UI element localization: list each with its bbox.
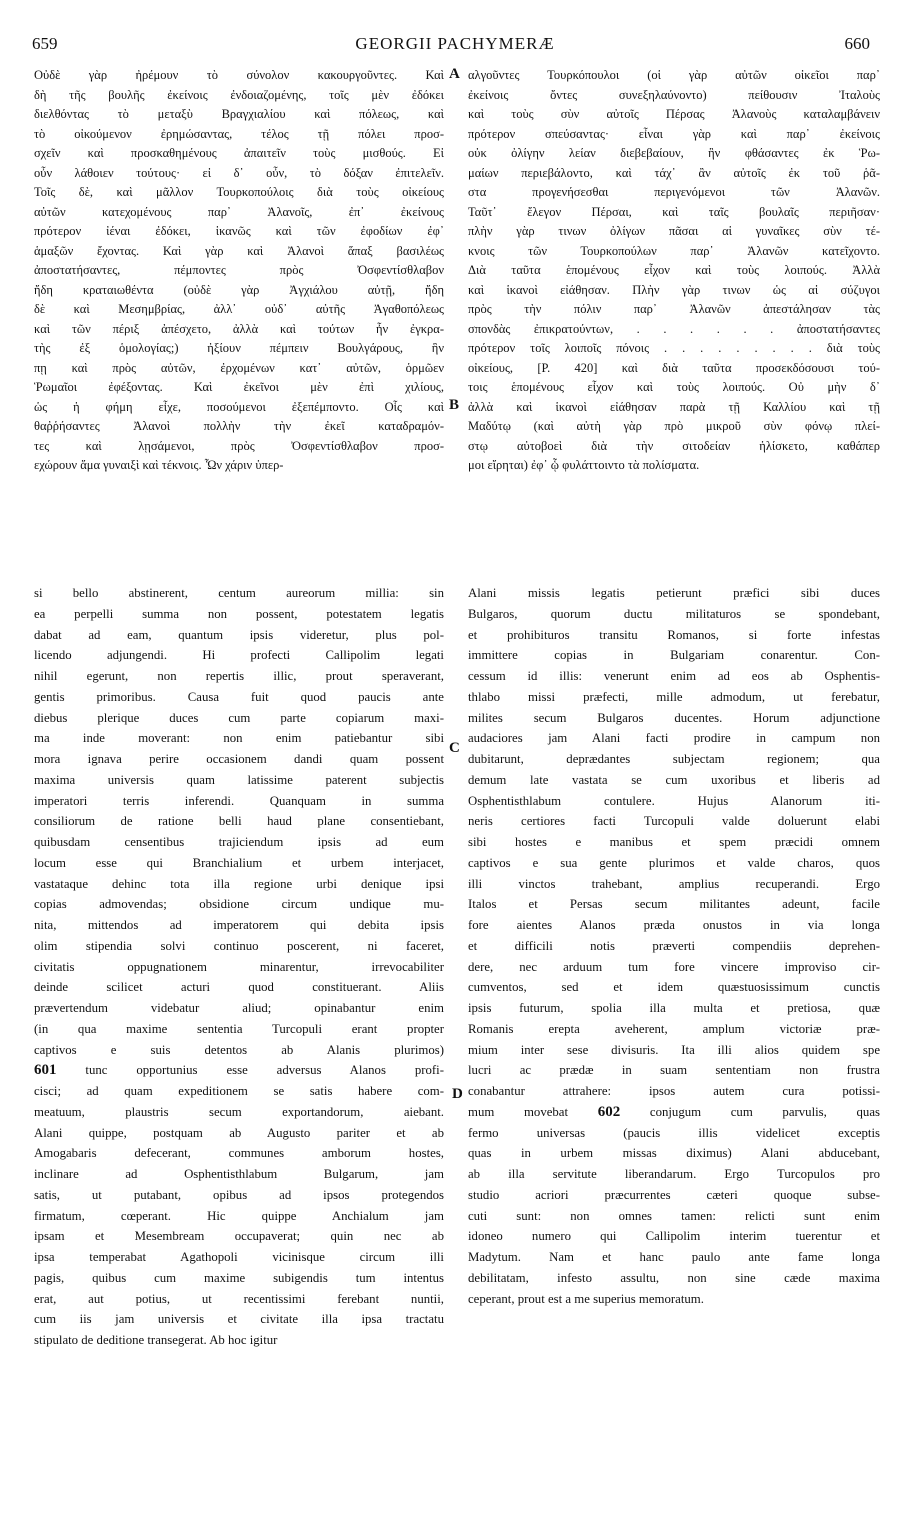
text-line: stipulato de deditione transegerat. Ab hoc igitur (34, 1333, 278, 1347)
text-line: locum esse qui Branchialium et urbem interjacet, (34, 855, 444, 870)
text-line: diebus plerique duces cum parte copiarum maxi- (34, 710, 444, 725)
text-line: Ῥωμαῖοι ἐφέξοντας. Καὶ ἐκεῖνοι μὲν ἐπὶ χιλίους, (34, 380, 444, 394)
text-line: mum movebat 602 conjugum cum parvulis, quas (468, 1103, 880, 1120)
text-line: Osphentisthlabum contulere. Hujus Alanorum iti- (468, 793, 880, 808)
text-line: τες καὶ λῃσάμενοι, πρὸς Ὀσφεντίσθλαβον προσ- (34, 438, 444, 453)
text-line: deinde scilicet acturi quod constituerant. Aliis (34, 980, 444, 995)
text-line: τὸ οἰκούμενον ἐρημώσαντας, τέλος τῇ πόλει προσ- (34, 126, 444, 141)
text-line: ἀποστατήσαντες, πέμποντες πρὸς Ὀσφεντίσθλαβον (34, 263, 444, 277)
text-line: καὶ τῶν πέριξ ἀπέσχετο, ἀλλὰ καὶ τούτων ἦν ἐγκρα- (34, 321, 444, 336)
text-line: conabantur attrahere: ipsos autem cura potissi- (468, 1084, 880, 1098)
text-line: Romanis erepta aveherent, amplum victoriæ præ- (468, 1021, 880, 1036)
text-line: ea perpelli summa non possent, potestatem legatis (34, 606, 444, 621)
text-line: ἀλλὰ καὶ ἱκανοὶ εἰάθησαν παρὰ τῇ Καλλίου καὶ τῇ (468, 399, 880, 414)
text-line: δὴ τῆς βουλῆς ἐκείνοις ἐνδοιαζομένης, τοῖς μὲν ἐδόκει (34, 87, 444, 102)
text-line: licendo adjungendi. Hi profecti Callipolim legati (34, 648, 444, 663)
greek-text-right-column (468, 66, 880, 476)
text-line: δὲ καὶ Μεσημβρίας, ἀλλ᾽ οὐδ᾽ αὐτῆς Ἀγαθοπόλεως (34, 302, 444, 316)
text-line: gentis primoribus. Causa fuit quod paucis ante (34, 689, 444, 704)
text-line: cum iis jam universis et civitate illa ipsa tractatu (34, 1312, 444, 1327)
text-line: Τοῖς δὲ, καὶ μᾶλλον Τουρκοπούλοις διὰ τοὺς οἰκείους (34, 185, 444, 199)
text-line: μαίων περιεβάλοντο, καὶ τάχ᾽ ἂν αὐτοῖς ἐκ τοῦ ῥᾶ- (468, 165, 880, 180)
text-line: πρότερον τοῖς λοιποῖς πόνοις . . . . . . . . . διὰ τοὺς (468, 341, 880, 355)
page-number-right: 660 (844, 34, 870, 53)
text-line: studio acriori præcurrentes cæteri quoque subse- (468, 1187, 880, 1202)
text-line: captivos e suis detentos ab Alanis plurimos) (34, 1042, 444, 1057)
text-line: erat, aut potius, ut recentissimi ferebant nuntii, (34, 1291, 444, 1306)
text-line: cumventos, sed et idem quæstuosissimum cunctis (468, 980, 880, 995)
latin-text-left-column (34, 583, 444, 1351)
running-header (0, 34, 910, 60)
text-line: (in qua maxime sententia Turcopuli erant propter (34, 1021, 444, 1036)
text-line: nihil egerunt, non repertis illic, prout speraverant, (34, 669, 444, 683)
text-line: meatuum, plaustris secum exportandorum, aiebant. (34, 1104, 444, 1119)
text-line: πῃ καὶ πρὸς αὐτῶν, ἐρχομένων κατ᾽ αὐτῶν, ὁρμῶεν (34, 360, 444, 375)
margin-letter-c: C (449, 740, 460, 756)
text-line: neris certiores facti Turcopuli valde doluerunt elabi (468, 814, 880, 829)
text-line: πρὸς τὴν πόλιν παρ᾽ Ἀλανῶν ἀπεστάλησαν τὰς (468, 302, 880, 316)
text-line: inclinare ad Osphentisthlabum Bulgarum, jam (34, 1167, 444, 1181)
edition-page-number: 602 (597, 1103, 621, 1120)
text-line: et prohibituros transitu Romanos, si forte infestas (468, 627, 880, 642)
text-line: σπονδὰς ἐπικρατούντων, . . . . . . ἀποστατήσαντες (468, 321, 880, 336)
text-line: prævertendum videbatur aliud; opinabantur enim (34, 1001, 444, 1015)
text-line: firmatum, cœperant. Hic quippe Anchialum jam (34, 1208, 444, 1223)
text-line: σχεῖν καὶ προσκαθημένους ἀπαιτεῖν τοὺς μισθούς. Εἰ (34, 146, 444, 160)
text-line: mora ignava perire occasionem dandi quam possent (34, 752, 444, 766)
text-line: dubitarunt, deprædantes subjectam regionem; qua (468, 752, 880, 766)
text-line: debilitatam, infesto assultu, non sine cæde maxima (468, 1270, 880, 1285)
text-line: ipsa temperabat Agathopoli vicinisque circum illi (34, 1250, 444, 1264)
text-line: Διὰ ταῦτα ἑπομένους εἶχον καὶ τοὺς λοιπούς. Ἀλλὰ (468, 263, 880, 277)
text-line: vastataque dehinc tota illa regione urbi denique ipsi (34, 876, 444, 891)
text-line: πρότερον ἰέναι ἐδόκει, ἱκανῶς καὶ τῶν ἐφοδίων ἐφ᾽ (34, 224, 444, 238)
text-line: idoneo numero qui Callipolim interim tuerentur et (468, 1229, 880, 1244)
text-line: Μαδύτῳ (καὶ αὐτὴ γὰρ πρὸ μικροῦ σὺν φόνῳ πλεί- (468, 419, 880, 433)
text-line: αλγοῦντες Τουρκόπουλοι (οἱ γὰρ αὐτῶν οἰκεῖοι παρ᾽ (468, 68, 880, 82)
text-line: imperatori terris inferendi. Quanquam in summa (34, 793, 444, 808)
margin-letter-b: B (449, 397, 460, 413)
text-line: fermo universas (paucis illis videlicet exceptis (468, 1125, 880, 1140)
text-line: cessum id illis: venerunt enim ad eos ab Osphentis- (468, 669, 880, 683)
text-line: κνοις τῶν Τουρκοπούλων παρ᾽ Ἀλανῶν κατεῖχοντο. (468, 243, 880, 258)
text-line: nita, mittendos ad imperatorem qui debita ipsis (34, 918, 444, 932)
text-line: mium inter sese divisuris. Ita illi alios quidem spe (468, 1042, 880, 1057)
text-line: cuti sunt: non omnes tamen: relicti sunt enim (468, 1208, 880, 1223)
text-line: ma inde moverant: non enim patiebantur sibi (34, 731, 444, 746)
text-line: 601 tunc opportunius esse adversus Alanos profi- (34, 1062, 444, 1079)
text-line: καὶ ἱκανοὶ εἰάθησαν. Πλὴν γὰρ τινων ὡς αἱ σύζυγοι (468, 282, 880, 297)
latin-text-right-column (468, 583, 880, 1309)
text-line: ipsis futurum, spolia illa multa et pretiosa, quæ (468, 1001, 880, 1015)
text-line: civitatis oppugnationem minarentur, irrevocabiliter (34, 959, 444, 974)
text-line: dabat ad eam, quantum ipsis videretur, plus pol- (34, 627, 444, 642)
page-number-left: 659 (32, 34, 58, 53)
text-line: satis, ut putabant, opibus ad ipsos protegendos (34, 1187, 444, 1202)
text-line: οὐκ ὀλίγην λείαν διεβεβαίουν, ἣν φθάσαντες ἐκ Ῥω- (468, 146, 880, 160)
text-line: ceperant, prout est a me superius memoratum. (468, 1291, 704, 1306)
running-title: GEORGII PACHYMERÆ (355, 34, 555, 53)
text-line: Ταῦτ᾽ ἔλεγον Πέρσαι, καὶ ταῖς βουλαῖς περιῆσαν· (468, 204, 880, 219)
text-line: immittere copias in Bulgariam conarentur. Con- (468, 648, 880, 663)
text-line: si bello abstinerent, centum aureorum millia: sin (34, 586, 444, 600)
text-line: Alani quippe, postquam ab Augusto pariter et ab (34, 1125, 444, 1140)
text-line: sibi hostes e manibus et spem præcidi omnem (468, 835, 880, 849)
text-line: Alani missis legatis petierunt præfici sibi duces (468, 586, 880, 600)
text-line: στα προγενήσεσθαι περιγενόμενοι τῶν Ἀλανῶν. (468, 185, 880, 199)
text-line: Madytum. Nam et hanc paulo ante fame longa (468, 1250, 880, 1264)
text-line: ἁμαξῶν ἔχοντας. Καὶ γὰρ καὶ Ἀλανοὶ ἅπαξ βασιλέως (34, 243, 444, 258)
text-line: Italos et Persas secum militantes adeunt, facile (468, 897, 880, 912)
text-line: ὡς ἡ φήμη εἶχε, ποσούμενοι ἐξεπέμποντο. Οἷς καὶ (34, 399, 444, 414)
greek-text-left-column (34, 66, 444, 476)
text-line: Bulgaros, quorum ductu militaturos se spondebant, (468, 606, 880, 621)
text-line: οἰκείους, [P. 420] καὶ διὰ ταῦτα προσεκδόσουσι τού- (468, 360, 880, 375)
text-line: thlabo missi præfecti, mille admodum, ut ferebatur, (468, 689, 880, 704)
text-line: στῳ αὐτοβοεὶ διὰ τὴν σιτοδείαν ἡλίσκετο, καθάπερ (468, 438, 880, 453)
text-line: Amogabaris defecerant, communes amborum hostes, (34, 1146, 444, 1161)
text-line: fore aientes Alanos præda onustos in via longa (468, 918, 880, 932)
text-line: καὶ τοὺς σὺν αὐτοῖς Πέρσας Ἀλανοὺς καταλαμβάνειν (468, 107, 880, 121)
text-line: quas in urbem missas diximus) Alani abducebant, (468, 1146, 880, 1161)
text-line: audaciores jam Alani facti prodire in campum non (468, 731, 880, 746)
text-line: ipsam et Mesembream occupaverat; quin nec ab (34, 1229, 444, 1244)
text-line: pagis, quibus cum maxime subigendis tum intentus (34, 1270, 444, 1285)
text-line: copias admovendas; obsidione circum undique mu- (34, 897, 444, 912)
text-line: demum late vastata se cum uxoribus et liberis ad (468, 772, 880, 787)
text-line: captivos e sua gente plurimos et valde charos, quos (468, 855, 880, 870)
text-line: cisci; ad quam expeditionem se satis habere com- (34, 1084, 444, 1098)
text-line: olim stipendia solvi continuo poscerent, ni faceret, (34, 938, 444, 953)
text-line: ab illa servitute liberandarum. Ergo Turcopulos pro (468, 1167, 880, 1181)
text-line: maxima universis quam latissime paterent subjectis (34, 772, 444, 787)
text-line: consiliorum de ratione belli haud plane consentiebant, (34, 814, 444, 829)
text-line: αὐτῶν κατεχομένους παρ᾽ Ἀλανοῖς, ἐπ᾽ ἐκείνους (34, 204, 444, 219)
margin-letter-d: D (452, 1086, 463, 1102)
text-line: et difficili notis præverti compendiis deprehen- (468, 938, 880, 953)
text-line: διελθόντας τὸ μεταξὺ Βραγχιαλίου καὶ πόλεως, καὶ (34, 107, 444, 121)
margin-letter-a: A (449, 66, 460, 82)
text-line: τοις ἑπομένους εἶχον καὶ τοὺς λοιπούς. Οὐ μὴν δ᾽ (468, 380, 880, 394)
text-line: milites secum Bulgaros ducentes. Horum adjunctione (468, 710, 880, 725)
text-line: τὴς ἐξ ὁμολογίας;) ἠξίουν πέμπειν Βουλγάρους, ἣν (34, 341, 444, 355)
text-line: ἤδη κραταιωθέντα (οὐδὲ γὰρ Ἀγχιάλου αὐτῇ, ἤδη (34, 282, 444, 297)
text-line: πλὴν γὰρ τινων ὀλίγων πᾶσαι αἱ γυναῖκες σὺν τέ- (468, 224, 880, 238)
text-line: πρότερον σπεύσαντας· εἶναι γὰρ καὶ παρ᾽ ἐκείνοις (468, 126, 880, 141)
text-line: οὖν λάθοιεν τούτους· εἰ δ᾽ οὖν, τὸ δόξαν ἐπιτελεῖν. (34, 165, 444, 180)
text-line: dere, nec arduum tum fore vincere improviso cir- (468, 959, 880, 974)
text-line: θαῤῥήσαντες Ἀλανοὶ πολλὴν τὴν ἐκεῖ καταδραμόν- (34, 419, 444, 433)
text-line: lucri ac prædæ in suam sententiam non frustra (468, 1063, 880, 1078)
text-line: μοι εἴρηται) ἐφ᾽ ᾧ φυλάττοιντο τὰ πολίσματα. (468, 458, 700, 472)
text-line: ἐκείνοις ὄντες συνεξηλαύνοντο) πείθουσιν Ἰταλοὺς (468, 87, 880, 102)
text-line: quibusdam censentibus trajiciendum ipsis ad eum (34, 835, 444, 849)
text-line: illi vinctos trahebant, amplius recuperandi. Ergo (468, 876, 880, 891)
text-line: εχώρουν ἅμα γυναιξὶ καὶ τέκνοις. Ὧν χάριν ὑπερ- (34, 458, 284, 472)
edition-page-number: 601 (34, 1062, 57, 1079)
text-line: Οὐδὲ γὰρ ἠρέμουν τὸ σύνολον κακουργοῦντες. Καὶ (34, 68, 444, 82)
